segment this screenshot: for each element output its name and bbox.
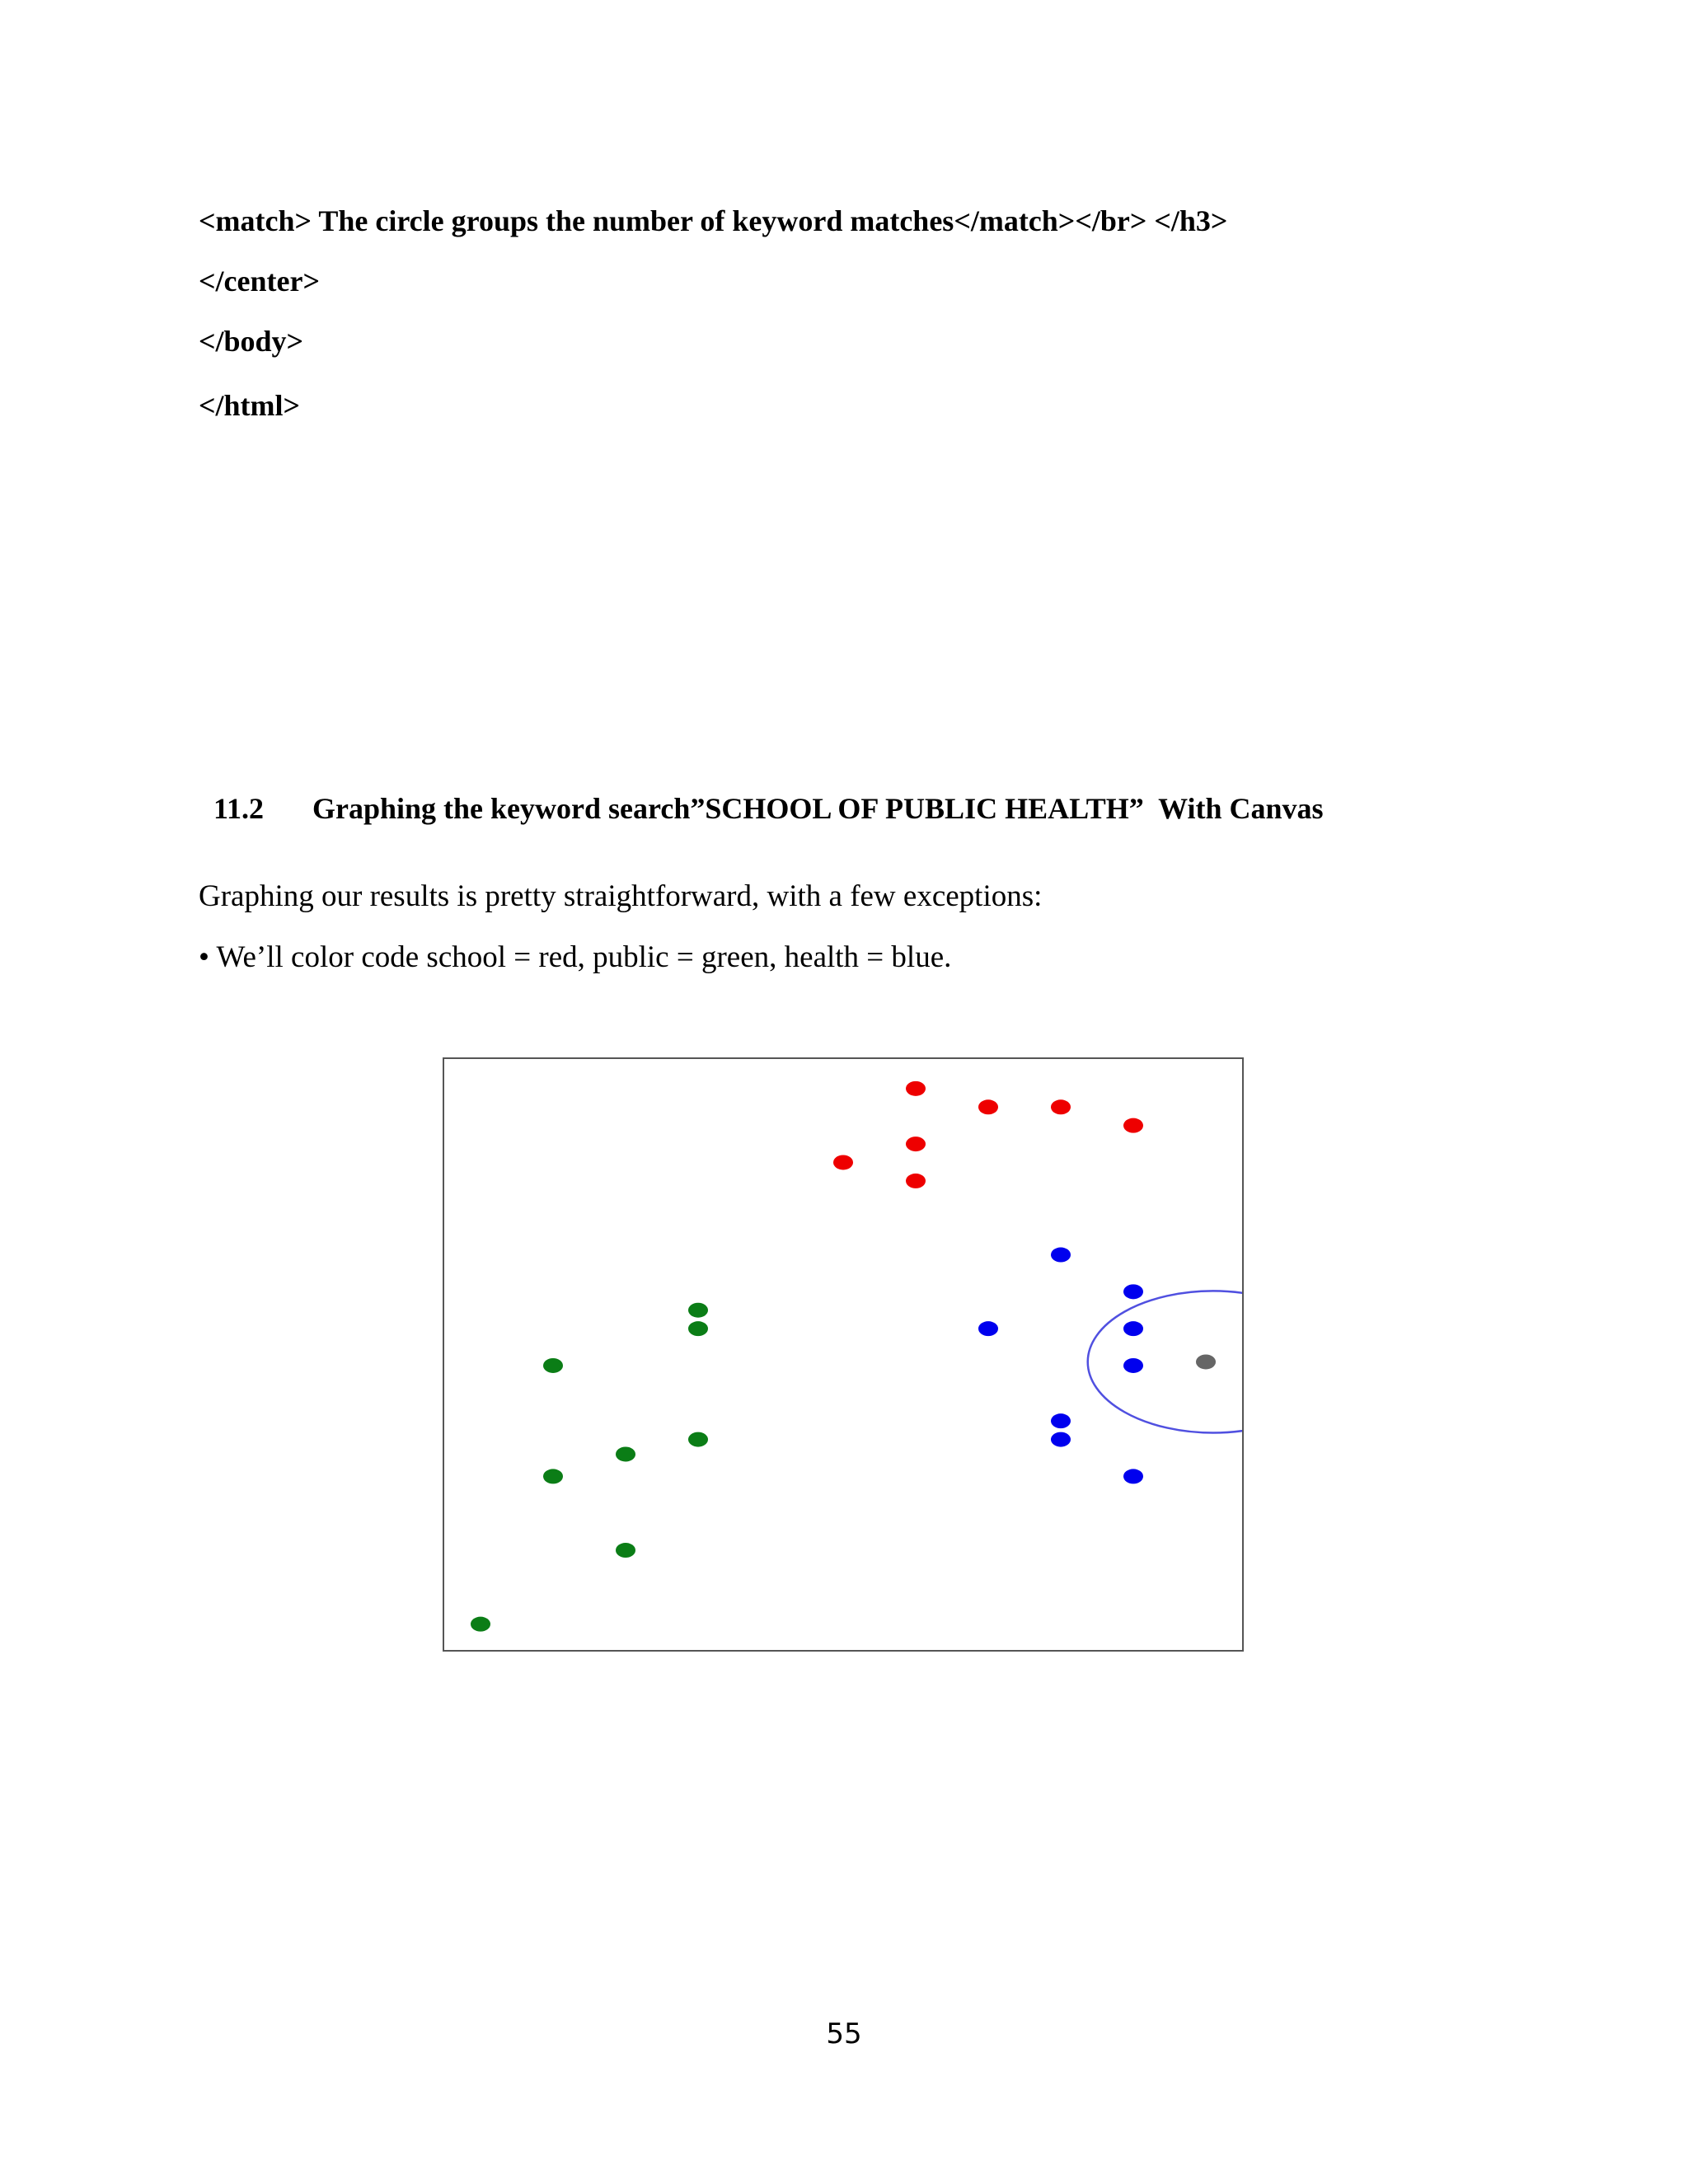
public-point-2 [688, 1321, 708, 1336]
health-point-8 [1123, 1469, 1143, 1483]
health-point-3 [978, 1321, 998, 1336]
school-point-4 [1123, 1118, 1143, 1133]
center-point-1 [1196, 1354, 1216, 1369]
health-point-1 [1051, 1248, 1071, 1263]
section-heading [199, 754, 1324, 827]
color-code-bullet: • We’ll color code school = red, public = green, health = blue. [199, 940, 952, 974]
grouping-circle [1088, 1291, 1242, 1432]
section-number: 11.2 [213, 792, 265, 825]
school-point-2 [978, 1099, 998, 1114]
page-number: 55 [826, 2018, 862, 2050]
public-point-4 [688, 1432, 708, 1447]
code-line-center-close: </center> [199, 265, 320, 298]
keyword-scatter-chart [444, 1059, 1242, 1650]
school-point-6 [833, 1155, 853, 1169]
code-line-match: <match> The circle groups the number of keyword matches</match></br> </h3> [199, 204, 1228, 237]
public-point-3 [543, 1358, 563, 1373]
health-point-2 [1123, 1284, 1143, 1299]
school-point-1 [906, 1081, 926, 1096]
public-point-7 [616, 1543, 635, 1558]
keyword-scatter-figure [443, 1057, 1244, 1652]
health-point-7 [1051, 1432, 1071, 1447]
health-point-4 [1123, 1321, 1143, 1336]
public-point-1 [688, 1303, 708, 1318]
health-point-6 [1051, 1413, 1071, 1428]
health-point-5 [1123, 1358, 1143, 1373]
public-point-8 [471, 1617, 490, 1632]
code-line-body-close: </body> [199, 325, 304, 358]
school-point-7 [906, 1174, 926, 1188]
code-line-html-close: </html> [199, 389, 301, 422]
school-point-5 [906, 1137, 926, 1151]
section-title: Graphing the keyword search”SCHOOL OF PUBLIC HEALTH” With Canvas [312, 792, 1324, 825]
school-point-3 [1051, 1099, 1071, 1114]
public-point-5 [616, 1446, 635, 1461]
public-point-6 [543, 1469, 563, 1483]
intro-paragraph: Graphing our results is pretty straightforward, with a few exceptions: [199, 879, 1043, 913]
